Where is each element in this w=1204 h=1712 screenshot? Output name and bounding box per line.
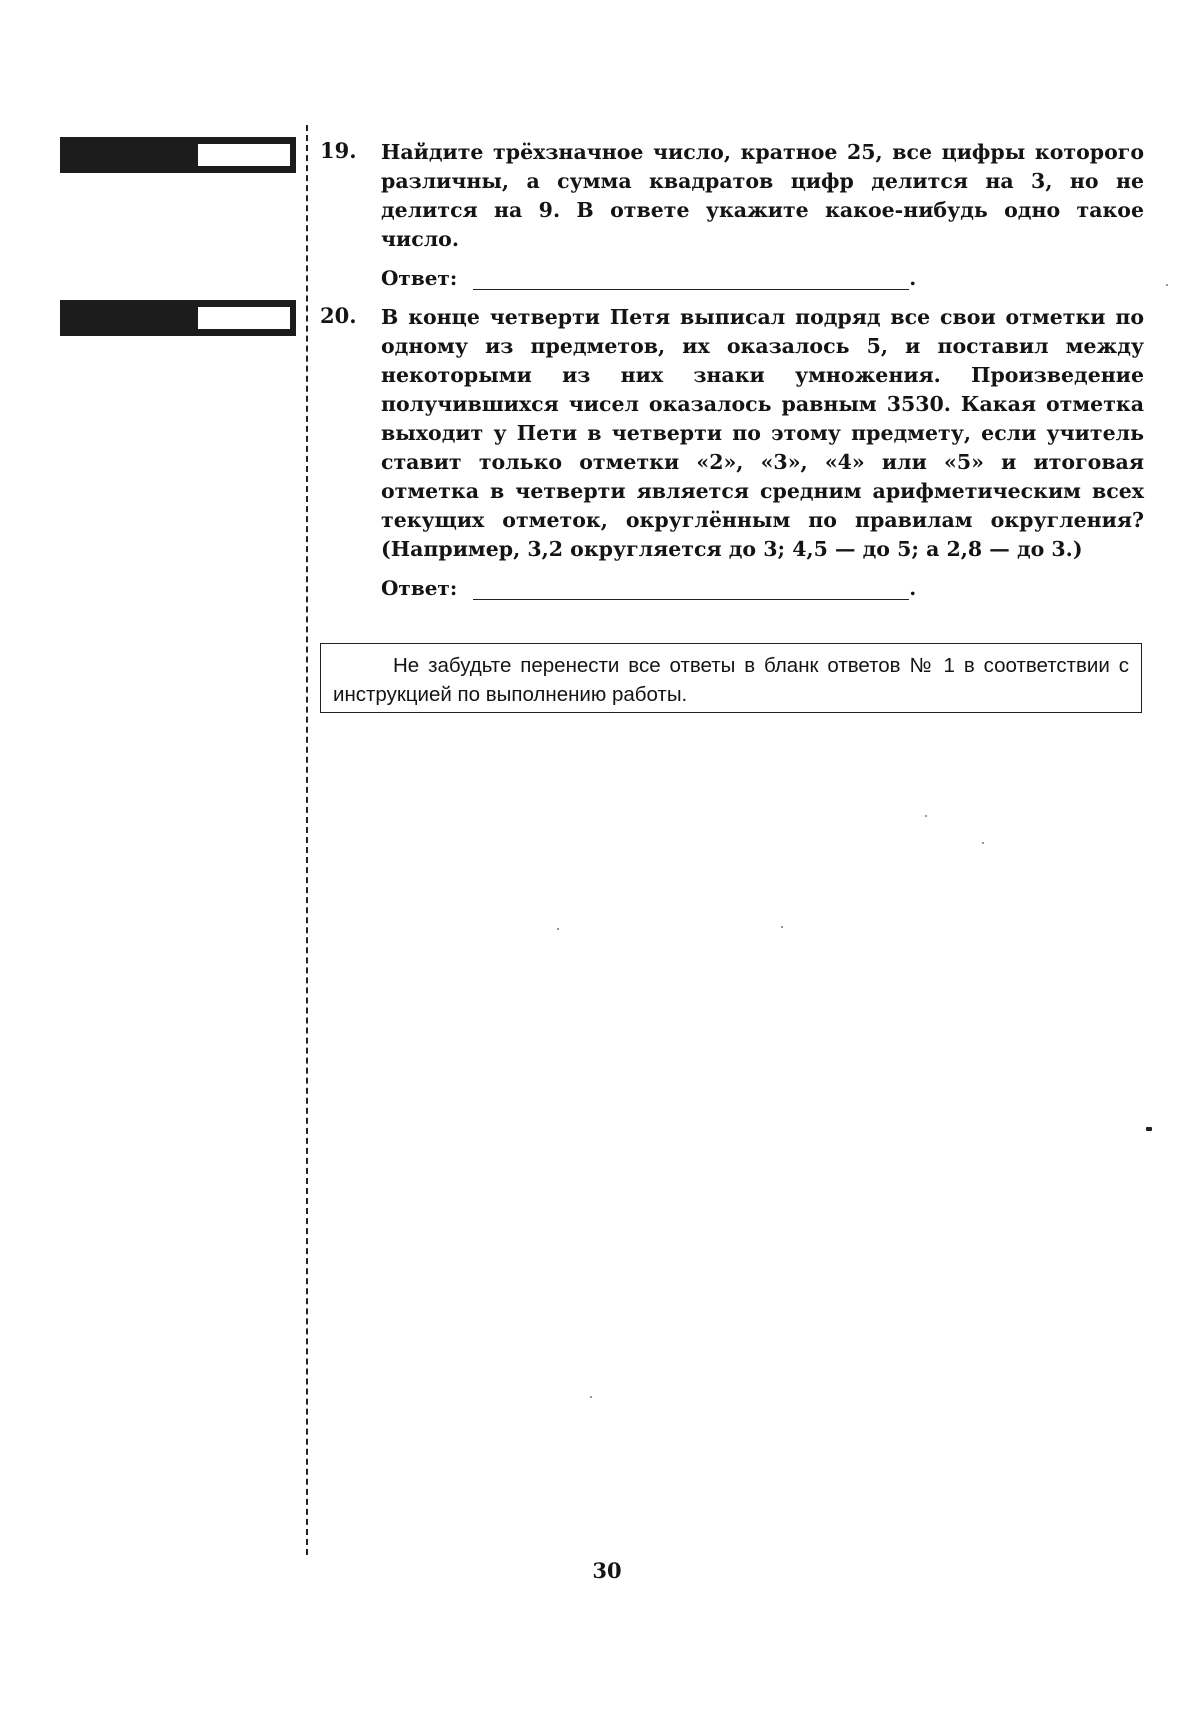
task-number: 19.: [320, 138, 357, 163]
scan-speck: [1166, 284, 1168, 286]
scan-speck: [982, 842, 984, 844]
score-mark-bar-19: [60, 137, 296, 173]
task-19: [320, 138, 1144, 290]
scan-speck: [557, 928, 559, 930]
task-text: В конце четверти Петя выписал подряд все свои отметки по одному из предметов, их оказалось 5, и поставил между некоторыми из них знаки умножения. Произведение получившихся чисел оказалось равным 3530. Какая отметка выходит у Пети в четверти по этому предмету, если учитель ставит только отметки «2», «3», «4» или «5» и итоговая отметка в четверти является средним арифметическим всех текущих отметок, округлённым по правилам округления? (Например, 3,2 округляется до 3; 4,5 — до 5; а 2,8 — до 3.): [381, 305, 1144, 561]
scan-speck: [1146, 1127, 1152, 1131]
answer-end: .: [909, 266, 917, 290]
answer-label: Ответ:: [381, 266, 458, 290]
answer-field[interactable]: [473, 577, 909, 600]
answer-row: [381, 266, 1144, 290]
task-20: [320, 303, 1144, 600]
score-box-19: [198, 144, 290, 166]
answer-row: [381, 576, 1144, 600]
reminder-note: Не забудьте перенести все ответы в бланк ответов № 1 в соответствии с инструкцией по выполнению работы.: [320, 643, 1142, 713]
scan-speck: [590, 1396, 592, 1398]
score-box-20: [198, 307, 290, 329]
page-number: 30: [592, 1558, 622, 1583]
task-text: Найдите трёхзначное число, кратное 25, все цифры которого различны, а сумма квадратов цифр делится на 3, но не делится на 9. В ответе укажите какое-нибудь одно такое число.: [381, 140, 1144, 251]
task-number: 20.: [320, 303, 357, 328]
score-mark-bar-20: [60, 300, 296, 336]
answer-field[interactable]: [473, 267, 909, 290]
answer-end: .: [909, 576, 917, 600]
scan-speck: [781, 926, 783, 928]
cut-line: [306, 125, 308, 1555]
scan-speck: [925, 815, 927, 817]
answer-label: Ответ:: [381, 576, 458, 600]
